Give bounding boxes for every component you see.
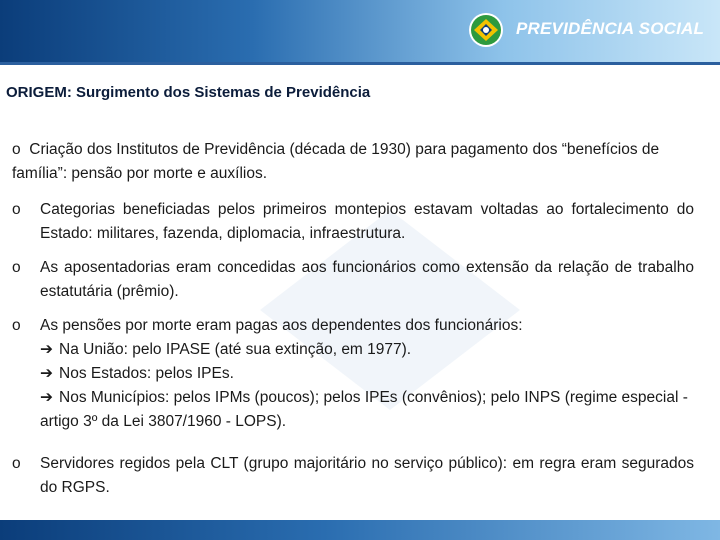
sub-item-text: Na União: pelo IPASE (até sua extinção, em 1977). <box>59 341 412 358</box>
list-item-text: As pensões por morte eram pagas aos dependentes dos funcionários: <box>40 317 523 334</box>
list-item-body <box>40 314 694 434</box>
previdencia-logo-icon <box>464 12 508 48</box>
footer-bar <box>0 520 720 540</box>
sub-item-text: Nos Estados: pelos IPEs. <box>59 365 234 382</box>
bullet-marker: o <box>12 317 21 334</box>
arrow-right-icon: ➔ <box>40 341 53 358</box>
bullet-marker: o <box>12 201 21 218</box>
list-item-text: Servidores regidos pela CLT (grupo majoritário no serviço público): em regra eram segurados do RGPS. <box>40 455 694 496</box>
list-item-text: Categorias beneficiadas pelos primeiros montepios estavam voltadas ao fortalecimento do Estado: militares, fazenda, diplomacia, infraestrutura. <box>40 201 694 242</box>
previdencia-logo <box>464 12 714 48</box>
arrow-right-icon: ➔ <box>40 389 53 406</box>
page-title: ORIGEM: Surgimento dos Sistemas de Previdência <box>6 84 371 101</box>
lead-text: Criação dos Institutos de Previdência (década de 1930) para pagamento dos “benefícios de família”: pensão por morte e auxílios. <box>12 141 660 182</box>
sub-item-text: Nos Municípios: pelos IPMs (poucos); pelos IPEs (convênios); pelo INPS (regime especial - artigo 3º da Lei 3807/1960 - LOPS). <box>40 389 688 430</box>
arrow-right-icon: ➔ <box>40 365 53 382</box>
sub-item <box>40 338 694 362</box>
sub-item <box>40 362 694 386</box>
logo-text: PREVIDÊNCIA SOCIAL <box>516 19 705 38</box>
bullet-marker: o <box>12 141 21 158</box>
sub-item <box>40 386 694 434</box>
list-item <box>12 256 694 304</box>
list-item <box>12 198 694 246</box>
list-item-text: As aposentadorias eram concedidas aos funcionários como extensão da relação de trabalho estatutária (prêmio). <box>40 259 694 300</box>
header-banner <box>0 0 720 62</box>
list-item <box>12 314 694 434</box>
lead-paragraph <box>12 138 712 186</box>
list-item <box>12 452 694 500</box>
bullet-marker: o <box>12 455 21 472</box>
header-divider <box>0 62 720 65</box>
bullet-marker: o <box>12 259 21 276</box>
